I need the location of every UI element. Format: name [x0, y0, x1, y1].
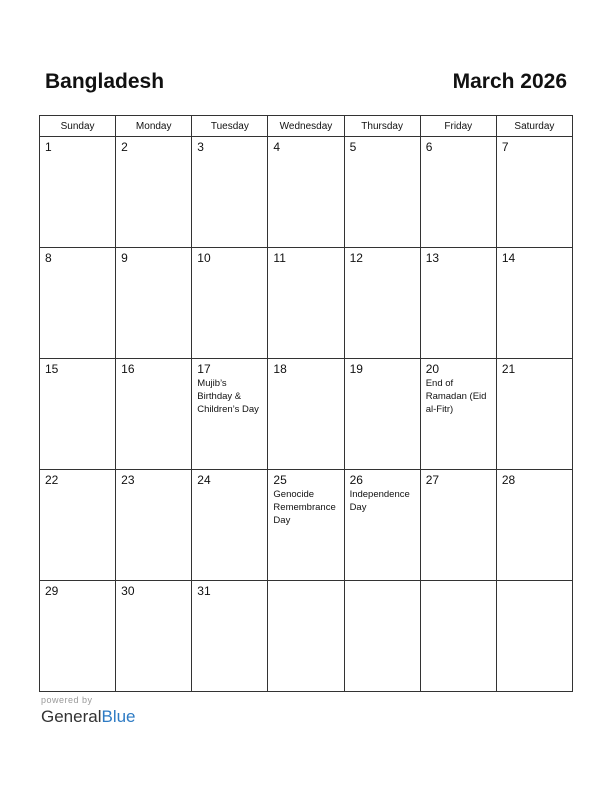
day-cell-content — [192, 137, 267, 247]
day-number: 28 — [501, 473, 516, 487]
day-number: 2 — [121, 140, 128, 154]
day-cell-content — [192, 470, 267, 580]
weekday-tuesday: Tuesday — [192, 116, 268, 137]
day-cell-content — [268, 359, 343, 469]
weekday-friday: Friday — [420, 116, 496, 137]
day-cell — [344, 137, 420, 248]
day-cell — [116, 248, 192, 359]
day-number: 15 — [45, 362, 59, 376]
week-row — [40, 470, 573, 581]
day-number: 10 — [197, 251, 211, 265]
weekday-saturday: Saturday — [496, 116, 572, 137]
day-cell-content — [497, 137, 572, 247]
day-cell-content — [192, 248, 267, 358]
holiday-label: Mujib’s Birthday & Children’s Day — [197, 378, 259, 415]
day-cell — [40, 470, 116, 581]
day-number: 21 — [501, 362, 516, 376]
day-number: 26 — [349, 473, 363, 487]
day-cell — [496, 470, 572, 581]
day-number: 19 — [349, 362, 363, 376]
day-cell-content — [497, 359, 572, 469]
day-number: 1 — [45, 140, 52, 154]
weekday-header-row — [40, 116, 573, 137]
day-number: 23 — [121, 473, 135, 487]
day-cell — [420, 581, 496, 692]
generalblue-logo — [41, 707, 136, 727]
day-cell-content — [40, 359, 115, 469]
day-cell-content — [40, 470, 115, 580]
country-title: Bangladesh — [45, 70, 165, 93]
day-number: 6 — [425, 140, 433, 154]
day-cell-content — [192, 359, 267, 469]
day-cell-content — [268, 137, 343, 247]
calendar-grid — [39, 115, 573, 692]
day-cell — [192, 359, 268, 470]
day-cell — [420, 359, 496, 470]
day-cell — [116, 137, 192, 248]
day-cell — [116, 470, 192, 581]
day-cell-content — [421, 470, 496, 580]
day-cell — [344, 359, 420, 470]
weekday-sunday: Sunday — [40, 116, 116, 137]
day-cell-content — [421, 248, 496, 358]
day-cell — [496, 359, 572, 470]
day-cell-content — [345, 470, 420, 580]
day-cell — [420, 248, 496, 359]
day-cell-content — [116, 137, 191, 247]
day-cell — [420, 137, 496, 248]
day-cell-content — [497, 470, 572, 580]
day-number: 22 — [45, 473, 59, 487]
day-cell-content — [421, 581, 496, 691]
day-cell — [268, 470, 344, 581]
day-cell-content — [40, 581, 115, 691]
footer — [41, 695, 136, 727]
day-number: 14 — [501, 251, 516, 265]
day-cell-content — [116, 470, 191, 580]
holiday-label: End of Ramadan (Eid al-Fitr) — [425, 378, 487, 415]
day-number: 30 — [121, 584, 135, 598]
day-cell — [268, 581, 344, 692]
day-cell — [40, 248, 116, 359]
day-cell-content — [497, 248, 572, 358]
day-cell — [268, 248, 344, 359]
day-cell — [192, 581, 268, 692]
day-number: 25 — [273, 473, 287, 487]
weekday-wednesday: Wednesday — [268, 116, 344, 137]
day-cell — [40, 581, 116, 692]
day-cell-content — [421, 359, 496, 469]
day-cell — [344, 581, 420, 692]
day-number: 27 — [425, 473, 440, 487]
day-number: 3 — [197, 140, 204, 154]
month-title: March 2026 — [452, 70, 567, 93]
day-number: 8 — [45, 251, 52, 265]
day-number: 13 — [425, 251, 440, 265]
day-cell-content — [421, 137, 496, 247]
day-cell-content — [268, 581, 343, 691]
day-cell — [420, 470, 496, 581]
day-number: 17 — [197, 362, 211, 376]
day-cell-content — [116, 248, 191, 358]
day-cell-content — [345, 359, 420, 469]
day-cell — [268, 137, 344, 248]
day-cell-content — [268, 470, 343, 580]
week-row — [40, 248, 573, 359]
weekday-thursday: Thursday — [344, 116, 420, 137]
day-number: 5 — [349, 140, 357, 154]
day-cell — [192, 470, 268, 581]
day-cell — [40, 359, 116, 470]
week-row — [40, 581, 573, 692]
day-cell — [116, 359, 192, 470]
weekday-monday: Monday — [116, 116, 192, 137]
day-cell — [344, 470, 420, 581]
day-number: 12 — [349, 251, 363, 265]
day-cell — [40, 137, 116, 248]
day-number: 31 — [197, 584, 211, 598]
calendar-header — [45, 70, 567, 100]
day-cell — [496, 581, 572, 692]
day-number: 16 — [121, 362, 135, 376]
day-cell-content — [497, 581, 572, 691]
day-cell-content — [345, 137, 420, 247]
brand-general: General — [41, 707, 102, 726]
day-number: 20 — [425, 362, 440, 376]
day-number: 29 — [45, 584, 59, 598]
day-cell-content — [268, 248, 343, 358]
day-cell — [268, 359, 344, 470]
day-cell — [116, 581, 192, 692]
powered-by-label: powered by — [41, 695, 93, 705]
brand-blue: Blue — [101, 707, 136, 726]
day-cell — [192, 248, 268, 359]
day-cell-content — [192, 581, 267, 691]
day-cell-content — [345, 581, 420, 691]
day-cell-content — [345, 248, 420, 358]
day-cell — [344, 248, 420, 359]
week-row — [40, 359, 573, 470]
day-cell-content — [116, 581, 191, 691]
day-cell — [496, 248, 572, 359]
holiday-label: Independence Day — [349, 489, 410, 513]
day-number: 24 — [197, 473, 211, 487]
day-number: 18 — [273, 362, 287, 376]
day-number: 7 — [501, 140, 509, 154]
day-cell-content — [116, 359, 191, 469]
day-cell — [496, 137, 572, 248]
day-cell-content — [40, 248, 115, 358]
day-number: 9 — [121, 251, 128, 265]
week-row — [40, 137, 573, 248]
day-cell — [192, 137, 268, 248]
day-number: 4 — [273, 140, 281, 154]
holiday-label: Genocide Remembrance Day — [273, 489, 336, 526]
day-cell-content — [40, 137, 115, 247]
day-number: 11 — [273, 251, 286, 265]
